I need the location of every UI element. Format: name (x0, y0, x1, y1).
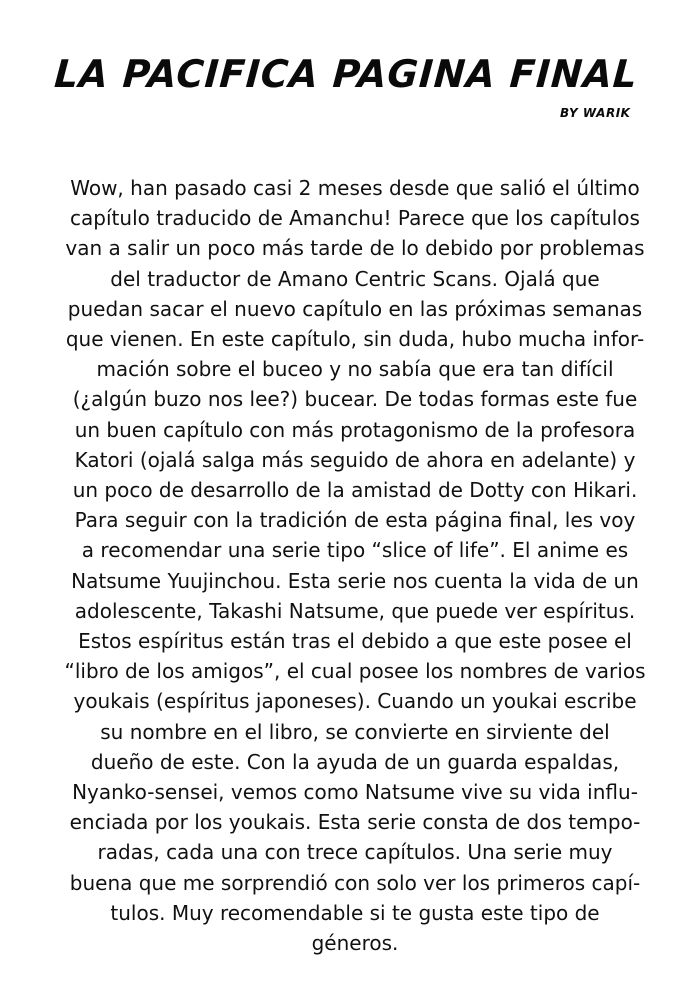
body-text (20, 173, 690, 958)
byline: BY WARIK (560, 106, 631, 120)
text-line: Estos espíritus están tras el debido a que este posee el (78, 629, 632, 654)
text-line: tulos. Muy recomendable si te gusta este tipo de (110, 900, 600, 925)
text-line: radas, cada una con trece capítulos. Una serie muy (97, 840, 613, 865)
text-line: “libro de los amigos”, el cual posee los nombres de varios (64, 659, 646, 684)
text-line: su nombre en el libro, se convierte en sirviente del (100, 719, 610, 744)
text-line: (¿algún buzo nos lee?) bucear. De todas formas este fue (72, 387, 638, 412)
text-line: un buen capítulo con más protagonismo de la profesora (74, 417, 636, 442)
text-line: Para seguir con la tradición de esta página final, les voy (74, 508, 636, 533)
page-title: LA PACIFICA PAGINA FINAL (52, 52, 640, 96)
text-line: van a salir un poco más tarde de lo debido por problemas (65, 236, 645, 261)
text-line: un poco de desarrollo de la amistad de Dotty con Hikari. (72, 478, 638, 503)
text-line: a recomendar una serie tipo “slice of life”. El anime es (81, 538, 629, 563)
text-line: enciada por los youkais. Esta serie consta de dos tempo- (69, 810, 641, 835)
text-line: del traductor de Amano Centric Scans. Ojalá que (110, 266, 600, 291)
text-line: youkais (espíritus japoneses). Cuando un youkai escribe (73, 689, 637, 714)
text-line: Wow, han pasado casi 2 meses desde que salió el último (70, 176, 640, 200)
text-line: buena que me sorprendió con solo ver los primeros capí- (69, 870, 641, 895)
text-line: puedan sacar el nuevo capítulo en las próximas semanas (67, 296, 643, 321)
text-line: capítulo traducido de Amanchu! Parece que los capítulos (70, 206, 640, 231)
text-line: Natsume Yuujinchou. Esta serie nos cuenta la vida de un (71, 568, 639, 593)
text-line: que vienen. En este capítulo, sin duda, hubo mucha infor- (65, 327, 645, 352)
text-line: mación sobre el buceo y no sabía que era tan difícil (96, 357, 614, 382)
text-line: adolescente, Takashi Natsume, que puede ver espíritus. (74, 598, 636, 623)
text-line: dueño de este. Con la ayuda de un guarda espaldas, (90, 749, 620, 774)
text-line: Katori (ojalá salga más seguido de ahora en adelante) y (74, 447, 636, 472)
text-line: géneros. (311, 931, 399, 956)
text-line: Nyanko-sensei, vemos como Natsume vive su vida influ- (72, 780, 638, 805)
